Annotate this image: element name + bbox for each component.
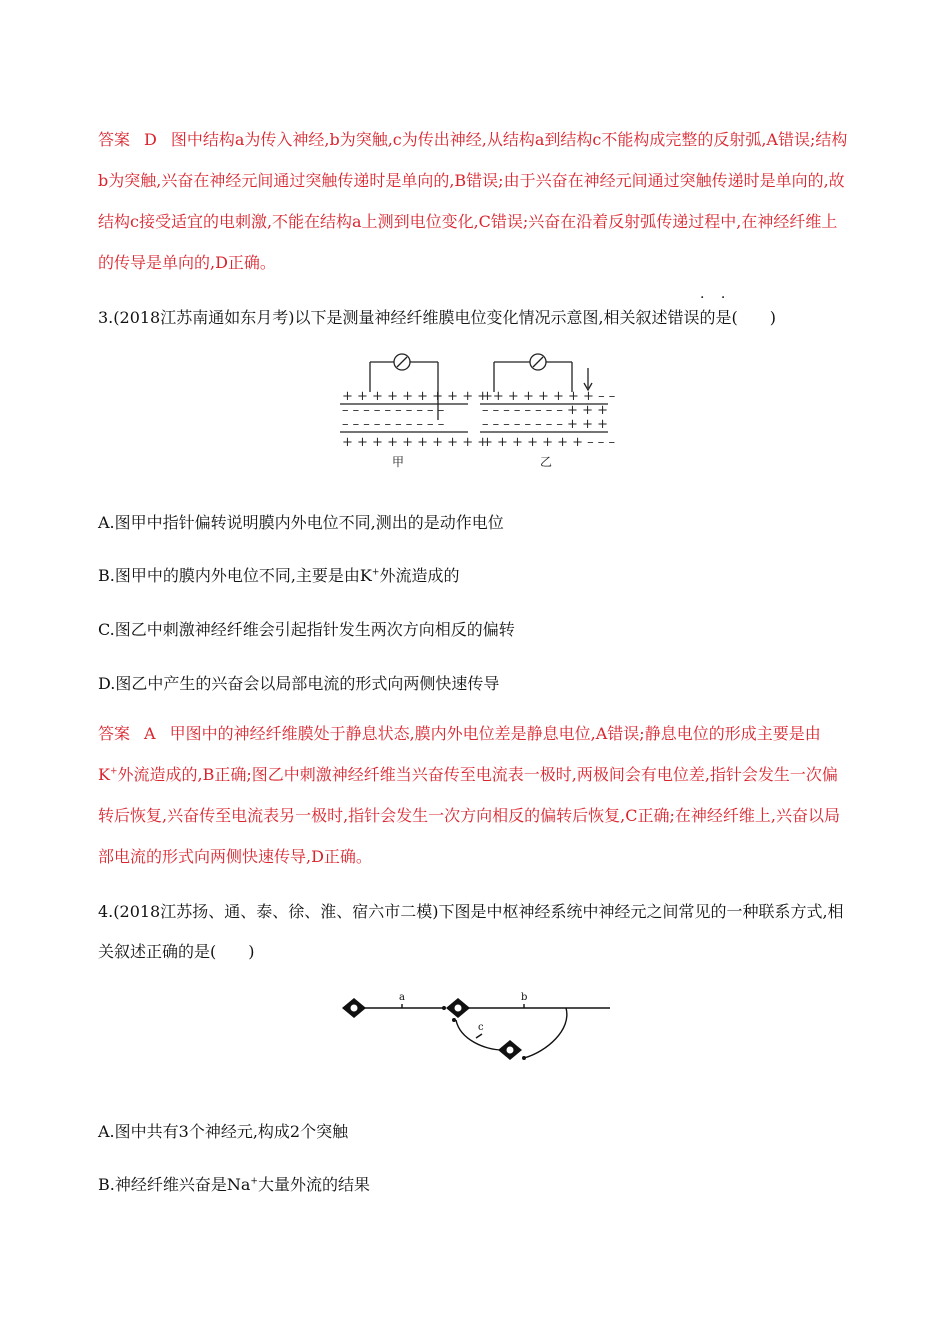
superscript: + — [250, 1176, 258, 1187]
question-3-stem — [98, 298, 850, 338]
figure-label-yi: 乙 — [540, 455, 553, 469]
figure-label-jia: 甲 — [392, 455, 405, 469]
question-4-stem — [98, 892, 850, 972]
superscript: + — [109, 766, 118, 777]
svg-text:+ + + + + + + + + +: + + + + + + + + + + — [342, 389, 489, 404]
svg-text:++ + + + + + + – –: ++ + + + + + + – – — [482, 389, 616, 404]
neuron-connection-figure — [336, 990, 616, 1070]
answer-label: 答案 — [98, 130, 131, 149]
option-a-text: A.图甲中指针偏转说明膜内外电位不同,测出的是动作电位 — [98, 513, 504, 532]
option-a — [98, 1119, 348, 1142]
figure-label-a: a — [399, 992, 405, 1003]
option-c-text: C.图乙中刺激神经纤维会引起指针发生两次方向相反的偏转 — [98, 620, 515, 639]
svg-text:+ + + + + + + + + +: + + + + + + + + + + — [342, 435, 489, 450]
svg-text:– – – – – – – – + + +: – – – – – – – – + + + — [482, 403, 609, 418]
option-a-text: A.图中共有3个神经元,构成2个突触 — [98, 1122, 349, 1141]
svg-text:– – – – – – – – – –: – – – – – – – – – – — [342, 417, 445, 432]
superscript: + — [371, 567, 380, 578]
option-b-text-end: 外流造成的 — [379, 566, 460, 585]
option-b — [98, 563, 459, 586]
answer-explanation: 图中结构a为传入神经,b为突触,c为传出神经,从结构a到结构c不能构成完整的反射弧,A错误;结构b为突触,兴奋在神经元间通过突触传递时是单向的,B错误;由于兴奋在神经元间通过突触传递时是单向的,故结构c接受适宜的电刺激,不能在结构a上测到电位变化,C错误;兴奋在沿着反射弧传递过程中,在神经纤维上的传导是单向的,D正确。 — [98, 130, 848, 272]
option-a — [98, 510, 504, 533]
svg-text:+ + + + + + + – – –: + + + + + + + – – – — [482, 435, 615, 450]
membrane-potential-figure — [336, 348, 636, 478]
answer-label: 答案 — [98, 724, 131, 743]
option-d-text: D.图乙中产生的兴奋会以局部电流的形式向两侧快速传导 — [98, 674, 500, 693]
svg-text:– – – – – – – – – –: – – – – – – – – – – — [342, 403, 445, 418]
answer-2 — [98, 119, 850, 283]
answer-key: A — [144, 724, 156, 743]
question-text: 3.(2018江苏南通如东月考)以下是测量神经纤维膜电位变化情况示意图,相关叙述错误的是( ) — [98, 308, 777, 327]
option-d — [98, 671, 499, 694]
answer-3 — [98, 713, 850, 877]
answer-key: D — [144, 130, 157, 149]
option-b — [98, 1172, 370, 1195]
svg-text:– – – – – – – – + + +: – – – – – – – – + + + — [482, 417, 609, 432]
answer-explanation: 甲图中的神经纤维膜处于静息状态,膜内外电位差是静息电位,A错误;静息电位的形成主要是由K — [98, 724, 821, 784]
option-c — [98, 617, 515, 640]
option-b-text: B.图甲中的膜内外电位不同,主要是由K — [98, 566, 372, 585]
option-b-text: B.神经纤维兴奋是Na — [98, 1175, 251, 1194]
answer-explanation-end: 外流造成的,B正确;图乙中刺激神经纤维当兴奋传至电流表一极时,两极间会有电位差,指针会发生一次偏转后恢复,兴奋传至电流表另一极时,指针会发生一次方向相反的偏转后恢复,C正确;在神经纤维上,兴奋以局部电流的形式向两侧快速传导,D正确。 — [98, 765, 840, 866]
option-b-text-end: 大量外流的结果 — [257, 1175, 370, 1194]
figure-label-b: b — [521, 992, 528, 1003]
question-text: 4.(2018江苏扬、通、泰、徐、淮、宿六市二模)下图是中枢神经系统中神经元之间常见的一种联系方式,相关叙述正确的是( ) — [98, 902, 844, 961]
figure-label-c: c — [478, 1022, 484, 1033]
emphasis-dots: · · — [700, 290, 732, 306]
